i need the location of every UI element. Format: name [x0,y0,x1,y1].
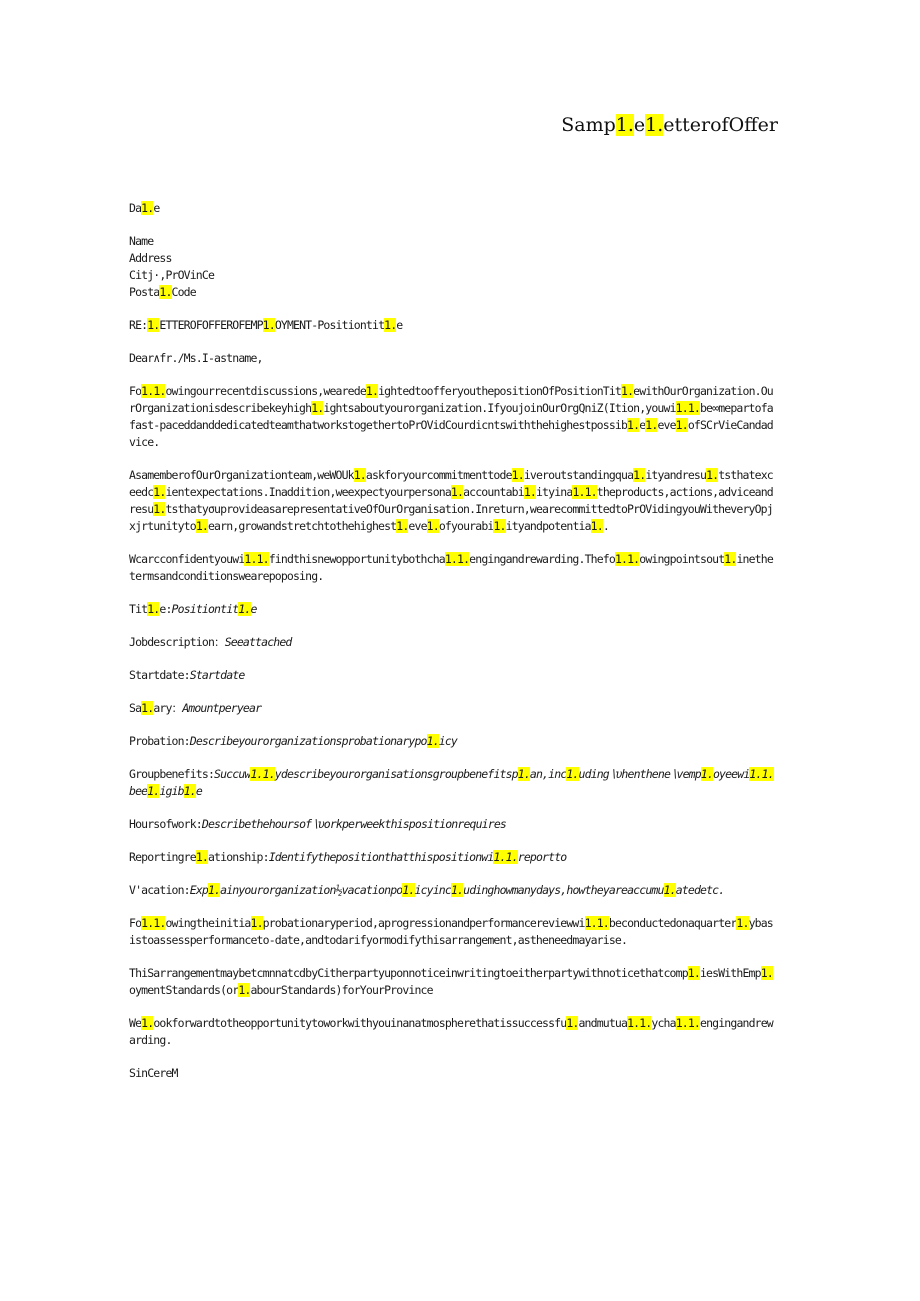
highlight-mark: 1. [614,552,628,566]
highlight-mark: 1. [493,519,506,533]
highlight-mark: 1. [426,734,439,748]
highlight-mark: 1. [153,485,166,499]
highlight-mark: 1. [153,384,166,398]
highlight-mark: 1. [384,318,397,332]
highlight-mark: 1. [141,1016,154,1030]
term-value: Succuw1.1.ydescribeyourorganisationsgroupbenefitsp1.an,inc1.uding∖υhenthene∖vemp1.oyeewi1.1.bee1.igib1.e [129,767,774,798]
term-value: Exp1.ainyourorganization½vacationpo1.icyinc1.udinghowmanydays,howtheyareaccumu1.atedetc. [189,883,725,897]
highlight-mark: 1. [761,767,774,781]
term-title [129,601,774,618]
highlight-mark: 1. [244,552,257,566]
term-label: Sa1.ary： [129,701,183,715]
highlight-mark: 1. [402,883,415,897]
highlight-mark: 1. [141,201,154,215]
highlight-mark: 1. [663,883,676,897]
highlight-mark: 1. [450,485,464,499]
letter-body [129,200,774,1082]
highlight-mark: 1. [183,784,196,798]
address-block [129,233,774,301]
salutation: Dear∧fr./Ms.I-astname, [129,351,263,365]
highlight-mark: 1. [147,784,160,798]
term-reporting [129,849,774,866]
highlight-mark: 1. [153,916,166,930]
date-line: Da1.e [129,201,160,215]
highlight-mark: 1. [627,418,640,432]
highlight-mark: 1. [523,485,536,499]
highlight-mark: 1. [736,916,749,930]
highlight-mark: 1. [645,418,658,432]
signoff: SinCereM [129,1066,178,1080]
highlight-mark: 1. [566,1016,579,1030]
highlight-mark: 1. [675,1016,688,1030]
highlight-mark: 1. [749,767,762,781]
highlight-mark: 1. [700,767,713,781]
highlight-mark: 1. [584,916,597,930]
term-value: Describeyourorganizationsprobationarypo1.icy [189,734,458,748]
address-line-name: Name [129,234,154,248]
term-value: Positiontit1.e [171,602,257,616]
highlight-mark: 1. [311,401,324,415]
term-label: Tit1.e: [129,602,172,616]
highlight-mark: 1. [572,485,585,499]
highlight-mark: 1. [687,966,700,980]
term-vacation [129,882,774,899]
paragraph-commitment: AsamemberofOurOrganizationteam,weWOUk1.askforyourcommitmenttode1.iveroutstandingqua1.ityandresu1.tsthatexceedc1.ientexpectations.Inaddition,weexpectyourpersona1.accountabi1.ityina1.1.theproducts,actions,adviceandresu1.tsthatyσuprovideasarepresentativeOfOurOrganisation.Inreturn,wearecommittedtoPrOVidingyouWitheveryOpjxjrtunityto1.earn,growandstretchtothehighest1.eve1.ofyourabi1.ityandpotentia1.. [129,468,773,533]
paragraph-termination: ThiSarrangementmaybetcmnnatcdbyCitherpartyuponnoticeinwritingtoeitherpartywithnoticethatcomp1.iesWithEmp1.oymentStandards(or1.abourStandards)forYourProvince [129,966,773,997]
term-label: Reportingre1.ationship: [129,850,269,864]
highlight-mark: 1. [450,883,464,897]
term-label: Probation: [129,734,190,748]
term-hours [129,816,774,833]
term-job-description [129,634,774,651]
term-start-date [129,667,774,684]
term-value: Describethehoursof∖υorkperweekthispositionrequires [201,817,506,831]
highlight-mark: 1. [141,916,154,930]
highlight-mark: 1. [365,384,379,398]
address-line-postal: Posta1.Code [129,285,196,299]
term-value: Identifythepositionthatthispositionwi1.1.reportto [268,850,567,864]
highlight-mark: 1. [590,519,603,533]
address-line-city: Citj·,PrOVinCe [129,268,215,282]
highlight-mark: 1. [511,468,524,482]
highlight-mark: 1. [396,519,409,533]
re-line: RE:1.ETTEROFOFFEROFEMP1.OYMENT-Positiontit1.e [129,318,403,332]
paragraph-intro: Fo1.1.owingourrecentdiscussions,wearede1.ightedtoofferyouthepositionOfPositionTit1.ewithOurOrganization.OurOrganizationisdescribekeyhigh1.ightsaboutyourorganization.IfyoujoinOurOrgQniZ(Ition,youwi1.1.be∞mepartofafast-paceddanddedicatedteamthatworkstogethertoPrOVidCourdicntswiththehighestpossib1.e1.eve1.ofSCrVieCandadvice. [129,384,773,449]
highlight-mark: 1. [256,552,269,566]
highlight-mark: 1. [639,1016,652,1030]
highlight-mark: 1. [621,384,634,398]
highlight-mark: 1. [633,468,646,482]
term-label: Groupbenefits: [129,767,215,781]
highlight-mark: 1. [147,602,160,616]
term-label: Hoursofwork: [129,817,202,831]
term-value: Seeattached [224,635,292,649]
highlight-mark: 1. [426,519,439,533]
highlight-mark: 1. [153,502,166,516]
paragraph-probation-review: Fo1.1.owingtheinitia1.probationaryperiod,aprogressionandperformancereviewwi1.1.beconductedonaquarter1.ybasistoassessperformanceto-date,andtodarifyormodifythisarrangement,astheneedmayarise. [129,916,773,947]
address-line-address: Address [129,251,172,265]
highlight-mark: 1. [141,701,154,715]
highlight-mark: 1. [457,552,470,566]
highlight-mark: 1. [444,552,458,566]
highlight-mark: 1. [675,418,688,432]
highlight-mark: 1. [687,1016,700,1030]
highlight-mark: 1. [250,767,263,781]
highlight-mark: 1. [687,401,700,415]
term-value: Amountperyear [182,701,262,715]
highlight-mark: 1. [566,767,579,781]
highlight-mark: 1. [627,552,640,566]
term-label: Startdate: [129,668,190,682]
term-value: Startdate [189,668,245,682]
highlight-mark: 1. [706,468,719,482]
term-group-benefits [129,766,774,800]
highlight-mark: 1. [724,552,737,566]
highlight-mark: 1. [262,767,275,781]
highlight-mark: 1. [760,966,773,980]
highlight-mark: 1. [141,384,154,398]
highlight-mark: 1. [493,850,506,864]
highlight-mark: 1. [353,468,366,482]
highlight-mark: 1. [627,1016,640,1030]
term-label: V'acation: [129,883,190,897]
highlight-mark: 1. [159,285,172,299]
highlight-mark: 1. [147,318,160,332]
term-label: Jobdescription： [129,635,225,649]
highlight-mark: 1. [238,983,251,997]
highlight-mark: 1. [584,485,597,499]
highlight-mark: 1. [505,850,518,864]
highlight-mark: 1. [517,767,530,781]
highlight-mark: 1. [596,916,609,930]
paragraph-terms-intro: Wcarcconfidentyouwi1.1.findthisnewopportunitybothcha1.1.engingandrewarding.Thefo1.1.owingpointsout1.inethetermsandconditionswearepoposing. [129,552,773,583]
highlight-mark: 1. [262,318,275,332]
highlight-mark: 1. [195,519,208,533]
highlight-mark: 1. [195,850,208,864]
highlight-mark: 1. [645,114,664,136]
highlight-mark: 1. [238,602,251,616]
document-title: Samp1.e1.etterofOffer [561,114,778,136]
highlight-mark: 1. [675,401,688,415]
highlight-mark: 1. [615,114,634,136]
highlight-mark: 1. [250,916,263,930]
term-salary [129,700,774,717]
term-probation [129,733,774,750]
highlight-mark: 1. [207,883,221,897]
paragraph-closing: We1.ookforwardtotheopportunitytoworkwithyouinanatmospherethatissuccessfu1.andmutua1.1.ycha1.1.engingandrewarding. [129,1016,773,1047]
